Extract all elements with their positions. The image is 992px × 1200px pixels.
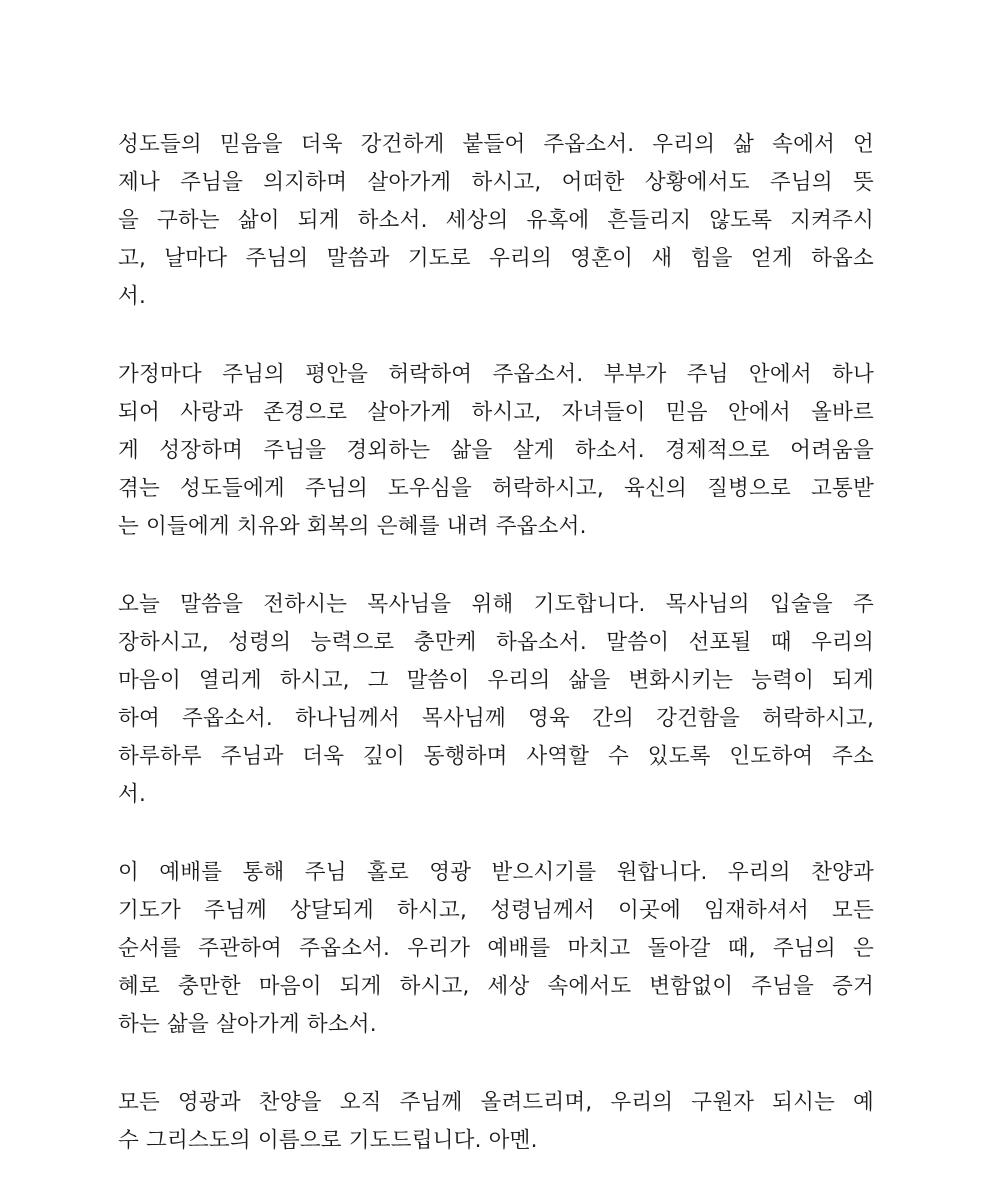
text-line: 제나 주님을 의지하며 살아가게 하시고, 어떠한 상황에서도 주님의 뜻 bbox=[118, 170, 874, 195]
text-line: 마음이 열리게 하시고, 그 말씀이 우리의 삶을 변화시키는 능력이 되게 bbox=[118, 668, 874, 693]
text-line: 수 그리스도의 이름으로 기도드립니다. 아멘. bbox=[118, 1128, 538, 1153]
text-line: 되어 사랑과 존경으로 살아가게 하시고, 자녀들이 믿음 안에서 올바르 bbox=[118, 400, 874, 425]
document-page bbox=[118, 126, 874, 1200]
paragraph-worship bbox=[118, 854, 874, 1044]
text-line: 순서를 주관하여 주옵소서. 우리가 예배를 마치고 돌아갈 때, 주님의 은 bbox=[118, 936, 874, 961]
text-line: 하여 주옵소서. 하나님께서 목사님께 영육 간의 강건함을 허락하시고, bbox=[118, 706, 874, 731]
text-line: 겪는 성도들에게 주님의 도우심을 허락하시고, 육신의 질병으로 고통받 bbox=[118, 476, 874, 501]
paragraph-faith bbox=[118, 126, 874, 316]
text-line: 게 성장하며 주님을 경외하는 삶을 살게 하소서. 경제적으로 어려움을 bbox=[118, 438, 874, 463]
text-line: 하는 삶을 살아가게 하소서. bbox=[118, 1012, 377, 1037]
text-line: 장하시고, 성령의 능력으로 충만케 하옵소서. 말씀이 선포될 때 우리의 bbox=[118, 630, 874, 655]
text-line: 모든 영광과 찬양을 오직 주님께 올려드리며, 우리의 구원자 되시는 예 bbox=[118, 1090, 874, 1115]
text-line: 기도가 주님께 상달되게 하시고, 성령님께서 이곳에 임재하셔서 모든 bbox=[118, 898, 874, 923]
text-line: 는 이들에게 치유와 회복의 은혜를 내려 주옵소서. bbox=[118, 514, 587, 539]
text-line: 을 구하는 삶이 되게 하소서. 세상의 유혹에 흔들리지 않도록 지켜주시 bbox=[118, 208, 874, 233]
text-line: 고, 날마다 주님의 말씀과 기도로 우리의 영혼이 새 힘을 얻게 하옵소 bbox=[118, 246, 874, 271]
text-line: 이 예배를 통해 주님 홀로 영광 받으시기를 원합니다. 우리의 찬양과 bbox=[118, 860, 874, 885]
paragraph-pastor bbox=[118, 586, 874, 814]
text-line: 혜로 충만한 마음이 되게 하시고, 세상 속에서도 변함없이 주님을 증거 bbox=[118, 974, 874, 999]
paragraph-closing bbox=[118, 1084, 874, 1160]
text-line: 오늘 말씀을 전하시는 목사님을 위해 기도합니다. 목사님의 입술을 주 bbox=[118, 592, 874, 617]
text-line: 서. bbox=[118, 284, 147, 309]
text-line: 하루하루 주님과 더욱 깊이 동행하며 사역할 수 있도록 인도하여 주소 bbox=[118, 744, 874, 769]
paragraph-family bbox=[118, 356, 874, 546]
text-line: 가정마다 주님의 평안을 허락하여 주옵소서. 부부가 주님 안에서 하나 bbox=[118, 362, 874, 387]
text-line: 성도들의 믿음을 더욱 강건하게 붙들어 주옵소서. 우리의 삶 속에서 언 bbox=[118, 132, 874, 157]
text-line: 서. bbox=[118, 782, 147, 807]
